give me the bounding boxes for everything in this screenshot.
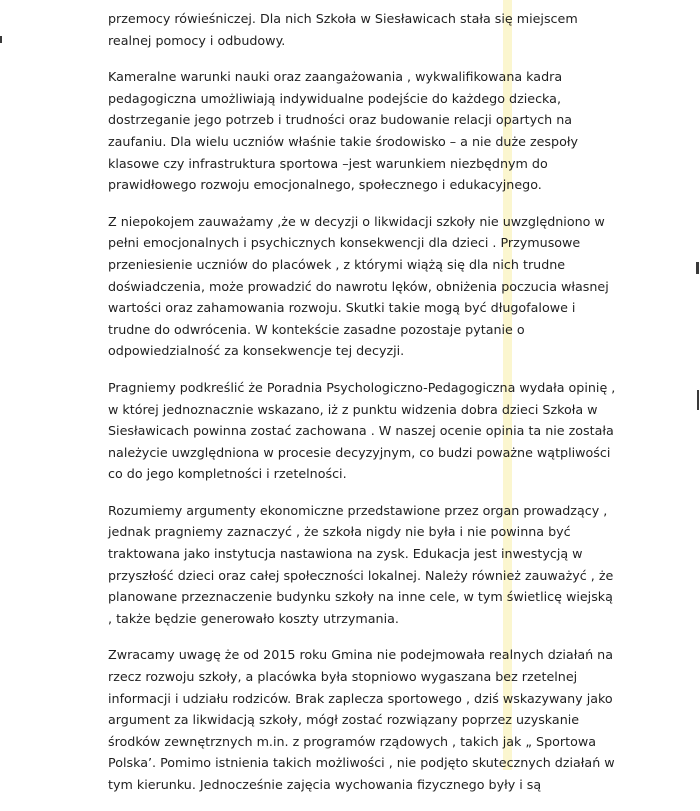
text-line: realnej pomocy i odbudowy. — [108, 32, 286, 48]
text-line: Siesławicach powinna zostać zachowana . W naszej ocenie opinia ta nie została — [108, 423, 614, 439]
text-line: przyszłość dzieci oraz całej społeczności lokalnej. Należy również zauważyć , że — [108, 567, 614, 583]
text-line: Polska’. Pomimo istnienia takich możliwości , nie podjęto skutecznych działań w — [108, 755, 615, 771]
text-line: planowane przeznaczenie budynku szkoły na inne cele, w tym świetlicę wiejską — [108, 589, 613, 605]
text-line: tym kierunku. Jednocześnie zajęcia wychowania fizycznego były i są — [108, 777, 542, 792]
text-line: trudne do odwrócenia. W kontekście zasadne pozostaje pytanie o — [108, 321, 525, 337]
text-line: pełni emocjonalnych i psychicznych konsekwencji dla dzieci . Przymusowe — [108, 235, 581, 251]
text-line: przeniesienie uczniów do placówek , z którymi wiążą się dla nich trudne — [108, 256, 566, 272]
text-line: należycie uwzględniona w procesie decyzyjnym, co budzi poważne wątpliwości — [108, 444, 611, 460]
scan-edge-mark — [697, 390, 699, 410]
text-line: dostrzeganie jego potrzeb i trudności oraz budowanie relacji opartych na — [108, 112, 573, 128]
text-line: rzecz rozwoju szkoły, a placówka była stopniowo wygaszana bez rzetelnej — [108, 669, 578, 685]
paragraph — [108, 66, 588, 196]
scan-edge-mark — [696, 262, 699, 274]
document-body — [108, 8, 616, 811]
text-line: odpowiedzialność za konsekwencje tej decyzji. — [108, 343, 405, 359]
text-line: traktowana jako instytucja nastawiona na zysk. Edukacja jest inwestycją w — [108, 546, 583, 562]
text-line: w której jednoznacznie wskazano, iż z punktu widzenia dobra dzieci Szkoła w — [108, 401, 598, 417]
text-line: doświadczenia, może prowadzić do nawrotu lęków, obniżenia poczucia własnej — [108, 278, 609, 294]
text-line: środków zewnętrznych m.in. z programów rządowych , takich jak „ Sportowa — [108, 733, 597, 749]
paragraph — [108, 211, 609, 362]
text-line: jednak pragniemy zaznaczyć , że szkoła nigdy nie była i nie powinna być — [108, 524, 571, 540]
text-line: klasowe czy infrastruktura sportowa –jest warunkiem niezbędnym do — [108, 155, 548, 171]
text-line: Rozumiemy argumenty ekonomiczne przedstawione przez organ prowadzący , — [108, 502, 608, 518]
text-line: argument za likwidacją szkoły, mógł zostać rozwiązany poprzez uzyskanie — [108, 712, 580, 728]
paragraph — [108, 8, 588, 51]
scan-edge-mark — [0, 36, 2, 43]
text-line: wartości oraz zahamowania rozwoju. Skutki takie mogą być długofalowe i — [108, 300, 576, 316]
text-line: pedagogiczna umożliwiają indywidualne podejście do każdego dziecka, — [108, 90, 561, 106]
text-line: , także będzie generowało koszty utrzymania. — [108, 610, 399, 626]
paragraph — [108, 644, 615, 795]
text-line: Kameralne warunki nauki oraz zaangażowania , wykwalifikowana kadra — [108, 69, 563, 85]
paragraph — [108, 500, 614, 630]
text-line: Z niepokojem zauważamy ,że w decyzji o likwidacji szkoły nie uwzględniono w — [108, 213, 605, 229]
text-line: przemocy rówieśniczej. Dla nich Szkoła w Siesławicach stała się miejscem — [108, 11, 578, 26]
text-line: Pragniemy podkreślić że Poradnia Psychologiczno-Pedagogiczna wydała opinię , — [108, 379, 616, 395]
text-line: informacji i udziału rodziców. Brak zaplecza sportowego , dziś wskazywany jako — [108, 690, 613, 706]
text-line: Zwracamy uwagę że od 2015 roku Gmina nie podejmowała realnych działań na — [108, 647, 613, 663]
text-line: co do jego kompletności i rzetelności. — [108, 466, 347, 482]
paragraph — [108, 377, 616, 485]
text-line: prawidłowego rozwoju emocjonalnego, społecznego i edukacyjnego. — [108, 177, 542, 193]
text-line: zaufaniu. Dla wielu uczniów właśnie takie środowisko – a nie duże zespoły — [108, 133, 578, 149]
